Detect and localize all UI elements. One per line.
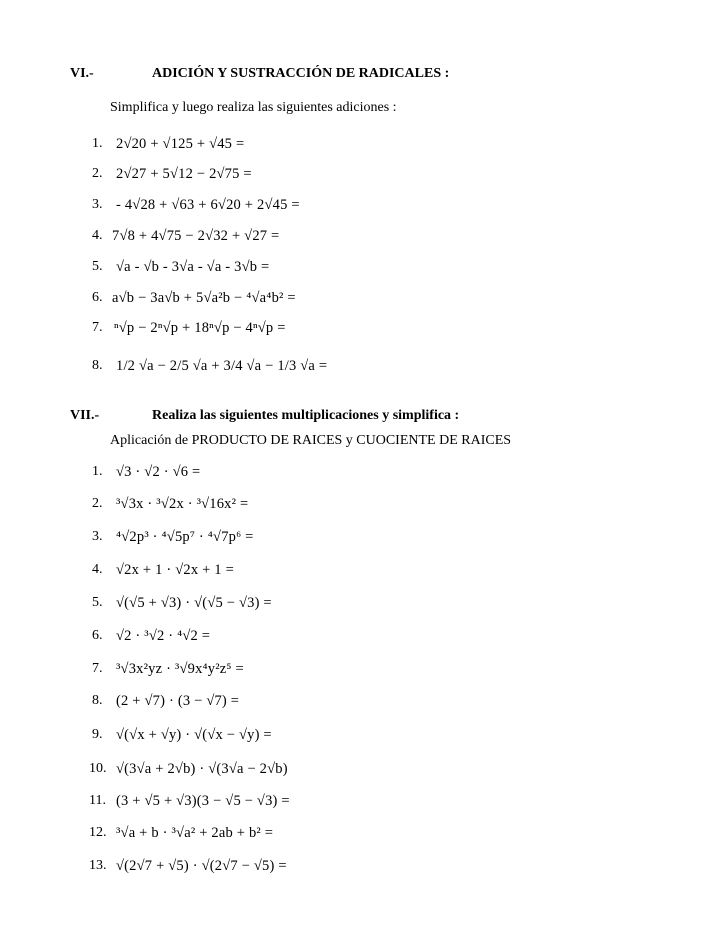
math-expression: √a - √b - 3√a - √a - 3√b =	[116, 259, 270, 275]
section-number: VI.-	[70, 66, 94, 81]
math-expression: - 4√28 + √63 + 6√20 + 2√45 =	[116, 197, 300, 213]
section-title: ADICIÓN Y SUSTRACCIÓN DE RADICALES :	[152, 66, 450, 81]
math-expression: √2 · ³√2 · ⁴√2 =	[116, 628, 211, 644]
math-expression: ³√a + b · ³√a² + 2ab + b² =	[116, 825, 274, 841]
section-title: Realiza las siguientes multiplicaciones y simplifica :	[152, 408, 460, 423]
math-expression: 1/2 √a − 2/5 √a + 3/4 √a − 1/3 √a =	[116, 358, 328, 374]
math-expression: (3 + √5 + √3)(3 − √5 − √3) =	[116, 793, 290, 809]
math-expression: √2x + 1 · √2x + 1 =	[116, 562, 234, 578]
item-number: 5.	[92, 595, 103, 610]
math-expression: (2 + √7) · (3 − √7) =	[116, 693, 240, 709]
math-expression: √3 · √2 · √6 =	[116, 464, 201, 480]
item-number: 8.	[92, 358, 103, 373]
item-number: 5.	[92, 259, 103, 274]
item-number: 13.	[89, 858, 107, 873]
math-expression: 2√20 + √125 + √45 =	[116, 136, 245, 152]
section-number: VII.-	[70, 408, 100, 423]
item-number: 1.	[92, 136, 103, 151]
item-number: 1.	[92, 464, 103, 479]
item-number: 8.	[92, 693, 103, 708]
item-number: 4.	[92, 562, 103, 577]
math-expression: √(√x + √y) · √(√x − √y) =	[116, 727, 272, 743]
item-number: 10.	[89, 761, 107, 776]
item-number: 12.	[89, 825, 107, 840]
math-expression: √(√5 + √3) · √(√5 − √3) =	[116, 595, 272, 611]
item-number: 11.	[89, 793, 106, 808]
item-number: 7.	[92, 661, 103, 676]
item-number: 2.	[92, 496, 103, 511]
item-number: 7.	[92, 320, 103, 335]
math-expression: √(2√7 + √5) · √(2√7 − √5) =	[116, 858, 287, 874]
item-number: 6.	[92, 628, 103, 643]
math-expression: ⁿ√p − 2ⁿ√p + 18ⁿ√p − 4ⁿ√p =	[114, 320, 286, 336]
item-number: 3.	[92, 197, 103, 212]
section-intro: Aplicación de PRODUCTO DE RAICES y CUOCIENTE DE RAICES	[110, 433, 512, 448]
item-number: 9.	[92, 727, 103, 742]
math-expression: ⁴√2p³ · ⁴√5p⁷ · ⁴√7p⁶ =	[116, 529, 254, 545]
item-number: 3.	[92, 529, 103, 544]
item-number: 6.	[92, 290, 103, 305]
math-expression: a√b − 3a√b + 5√a²b − ⁴√a⁴b² =	[112, 290, 296, 306]
item-number: 4.	[92, 228, 103, 243]
math-expression: ³√3x²yz · ³√9x⁴y²z⁵ =	[116, 661, 244, 677]
section-intro: Simplifica y luego realiza las siguientes adiciones :	[110, 100, 397, 115]
math-expression: 2√27 + 5√12 − 2√75 =	[116, 166, 252, 182]
math-expression: 7√8 + 4√75 − 2√32 + √27 =	[112, 228, 280, 244]
math-expression: ³√3x · ³√2x · ³√16x² =	[116, 496, 249, 512]
item-number: 2.	[92, 166, 103, 181]
math-expression: √(3√a + 2√b) · √(3√a − 2√b)	[116, 761, 288, 777]
